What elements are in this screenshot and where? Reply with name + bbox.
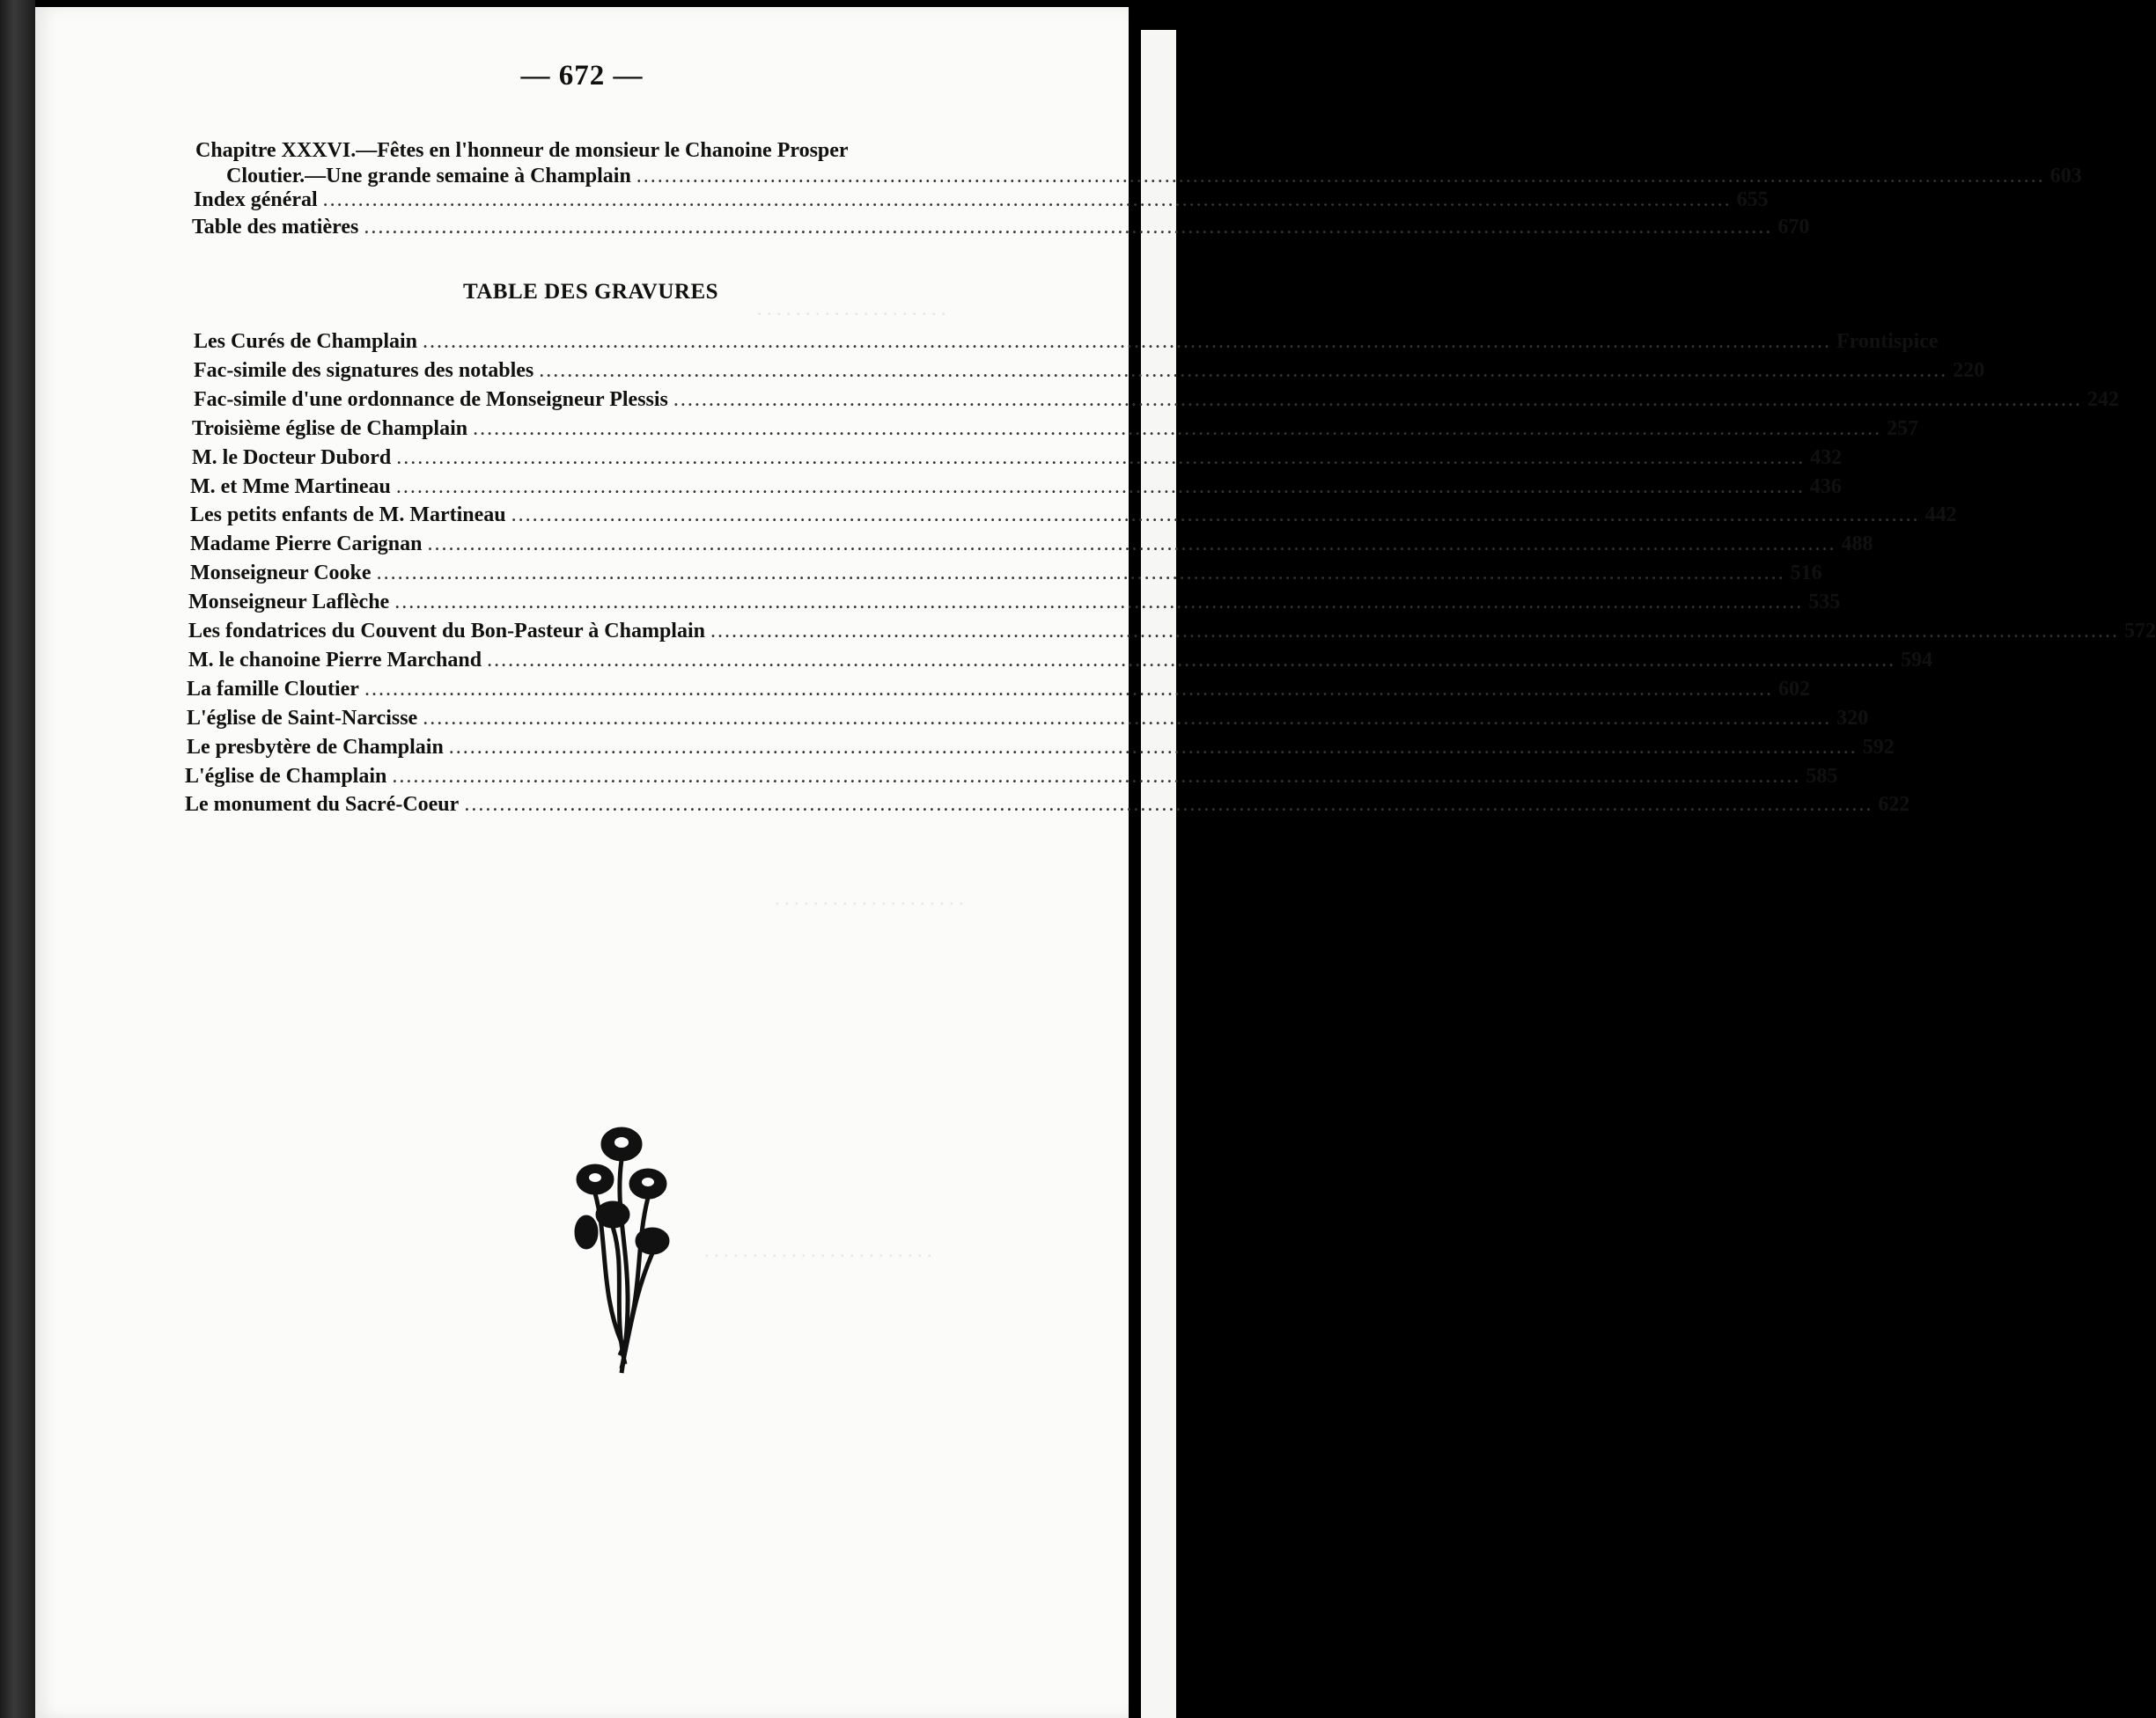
engraving-label: M. et Mme Martineau <box>190 474 391 498</box>
engraving-page: 488 <box>1841 532 1873 556</box>
engraving-label: Madame Pierre Carignan <box>190 532 423 556</box>
leader-dots: ........................................................................................................................................................................................................ <box>427 532 1836 556</box>
leader-dots: ........................................................................................................................................................................................................ <box>473 416 1882 440</box>
engraving-entry <box>194 330 1939 354</box>
engraving-page: 594 <box>1901 648 1933 672</box>
show-through-text: . . . . . . . . . . . . . . . . . . . . <box>775 887 964 909</box>
engraving-label: La famille Cloutier <box>187 677 359 701</box>
engravings-heading: TABLE DES GRAVURES <box>462 280 719 304</box>
engraving-page: 436 <box>1809 474 1842 498</box>
engraving-label: Les petits enfants de M. Martineau <box>190 503 506 527</box>
book-spine-edge <box>0 0 35 1718</box>
leader-dots: ........................................................................................................................................................................................................ <box>539 358 1948 382</box>
engraving-page: 585 <box>1806 764 1838 788</box>
leader-dots: ........................................................................................................................................................................................................ <box>636 165 2045 187</box>
leader-dots: ........................................................................................................................................................................................................ <box>364 216 1773 239</box>
engraving-entry <box>192 416 1919 441</box>
engraving-page: 242 <box>2086 387 2119 411</box>
show-through-text: . . . . . . . . . . . . . . . . . . . . <box>757 297 946 319</box>
leader-dots: ........................................................................................................................................................................................................ <box>396 445 1806 469</box>
contents-entry <box>226 165 2082 188</box>
engraving-entry <box>185 793 1910 817</box>
leader-dots: ........................................................................................................................................................................................................ <box>511 503 1920 527</box>
engraving-page: 220 <box>1953 358 1985 382</box>
leader-dots: ........................................................................................................................................................................................................ <box>448 735 1858 759</box>
engraving-entry <box>192 445 1843 470</box>
rose-flower-icon <box>560 1118 683 1382</box>
entry-label: Cloutier.—Une grande semaine à Champlain <box>226 165 631 187</box>
engraving-label: Les fondatrices du Couvent du Bon-Pasteur à Champlain <box>188 620 705 642</box>
engraving-page: 257 <box>1887 416 1919 440</box>
engraving-page: 516 <box>1790 562 1822 585</box>
leader-dots: ........................................................................................................................................................................................................ <box>487 648 1896 672</box>
engraving-label: Les Curés de Champlain <box>194 330 418 353</box>
engraving-label: L'église de Saint-Narcisse <box>187 706 418 730</box>
entry-page: 655 <box>1736 188 1769 211</box>
engraving-entry <box>188 591 1841 614</box>
engraving-page: 320 <box>1836 706 1869 730</box>
engraving-page: Frontispice <box>1836 330 1939 353</box>
leader-dots: ........................................................................................................................................................................................................ <box>395 474 1805 498</box>
show-through-text: . . . . . . . . . . . . . . . . . . . . . . . . <box>704 1239 932 1261</box>
engraving-page: 442 <box>1924 503 1957 527</box>
entry-page: 670 <box>1777 216 1810 239</box>
engraving-label: Fac-simile d'une ordonnance de Monseigneur Plessis <box>194 387 668 411</box>
engraving-entry <box>188 648 1933 672</box>
leader-dots: ........................................................................................................................................................................................................ <box>394 591 1804 614</box>
page-number: — 672 — <box>520 60 644 92</box>
engraving-entry <box>185 764 1838 789</box>
engraving-label: Monseigneur Laflèche <box>188 591 390 614</box>
leader-dots: ........................................................................................................................................................................................................ <box>423 330 1832 353</box>
engraving-page: 592 <box>1862 735 1895 759</box>
engraving-page: 535 <box>1808 591 1841 614</box>
engraving-entry <box>187 677 1810 701</box>
leader-dots: ........................................................................................................................................................................................................ <box>376 562 1785 585</box>
engraving-entry <box>190 503 1957 527</box>
engraving-page: 622 <box>1878 793 1910 817</box>
engraving-label: Le presbytère de Champlain <box>187 735 444 759</box>
facing-page-edge <box>1141 30 1176 1718</box>
contents-entry <box>192 216 1810 239</box>
leader-dots: ........................................................................................................................................................................................................ <box>364 677 1773 701</box>
leader-dots: ........................................................................................................................................................................................................ <box>423 706 1832 730</box>
leader-dots: ........................................................................................................................................................................................................ <box>392 764 1801 788</box>
engraving-entry <box>190 532 1873 556</box>
engraving-label: M. le Docteur Dubord <box>192 445 392 469</box>
leader-dots: ........................................................................................................................................................................................................ <box>322 188 1732 211</box>
engraving-label: L'église de Champlain <box>185 764 387 788</box>
entry-page: 603 <box>2049 165 2082 187</box>
entry-label: Index général <box>194 188 318 211</box>
engraving-page: 432 <box>1810 445 1843 469</box>
engraving-entry <box>194 387 2119 412</box>
entry-label: Table des matières <box>192 216 359 239</box>
engraving-entry <box>187 706 1869 731</box>
engraving-entry <box>187 735 1895 760</box>
leader-dots: ........................................................................................................................................................................................................ <box>464 793 1873 817</box>
engraving-entry <box>190 474 1842 499</box>
engraving-entry <box>194 358 1985 383</box>
engraving-label: Le monument du Sacré-Coeur <box>185 793 460 817</box>
engraving-label: Monseigneur Cooke <box>190 562 372 585</box>
contents-entry <box>194 188 1769 212</box>
engraving-entry <box>188 620 2156 643</box>
engraving-label: Fac-simile des signatures des notables <box>194 358 534 382</box>
chapter-title-line: Chapitre XXXVI.—Fêtes en l'honneur de monsieur le Chanoine Prosper <box>195 139 849 162</box>
engraving-entry <box>190 562 1822 585</box>
engraving-label: Troisième église de Champlain <box>192 416 468 440</box>
leader-dots: ........................................................................................................................................................................................................ <box>673 387 2082 411</box>
engraving-label: M. le chanoine Pierre Marchand <box>188 648 482 672</box>
engraving-page: 572 <box>2123 620 2156 642</box>
leader-dots: ........................................................................................................................................................................................................ <box>710 620 2119 642</box>
book-page <box>35 7 2156 1718</box>
engraving-page: 602 <box>1777 677 1810 701</box>
